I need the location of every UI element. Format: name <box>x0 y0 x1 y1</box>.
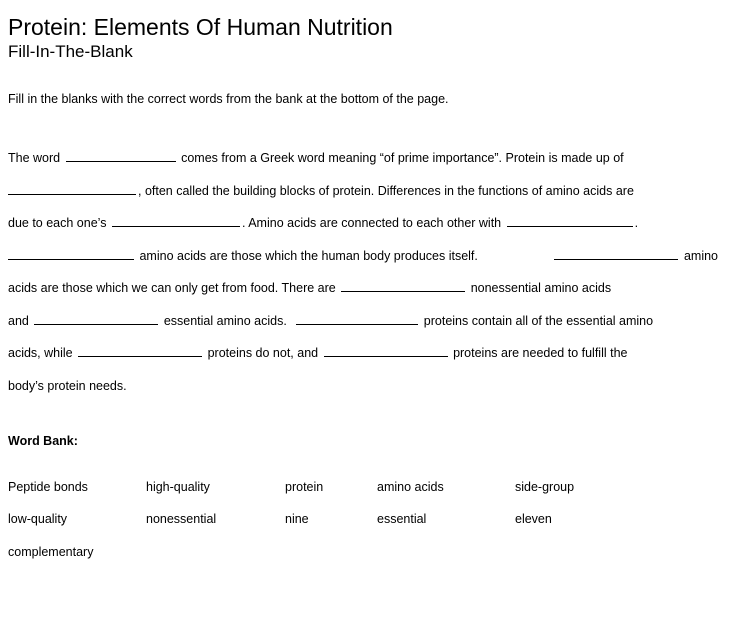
passage-line <box>8 278 718 311</box>
passage-text: . <box>634 216 639 230</box>
passage-text: comes from a Greek word meaning “of prime importance”. Protein is made up of <box>181 151 624 165</box>
answer-blank[interactable] <box>554 247 678 260</box>
answer-blank[interactable] <box>8 182 136 195</box>
passage-text: proteins are needed to fulfill the <box>453 346 628 360</box>
passage-line <box>8 181 718 214</box>
passage-text: body’s protein needs. <box>8 378 127 393</box>
passage-text: amino acids are those which the human body produces itself. <box>139 248 478 263</box>
passage-line <box>8 213 718 246</box>
answer-blank[interactable] <box>112 214 240 227</box>
word-bank-item: side-group <box>515 480 575 494</box>
answer-blank[interactable] <box>296 312 418 325</box>
passage-text: and <box>8 313 29 328</box>
word-bank-item: protein <box>285 480 324 494</box>
passage-text: . Amino acids are connected to each other with <box>241 216 502 230</box>
word-bank-item: amino acids <box>377 480 444 494</box>
fill-in-passage <box>8 148 718 408</box>
answer-blank[interactable] <box>8 247 134 260</box>
passage-line-end <box>552 246 718 266</box>
passage-text: amino <box>683 248 718 263</box>
answer-blank[interactable] <box>34 312 158 325</box>
page-subtitle: Fill-In-The-Blank <box>8 42 133 61</box>
passage-text: The word <box>8 151 61 165</box>
word-bank-item: high-quality <box>146 480 210 494</box>
passage-text: acids, while <box>8 346 73 360</box>
passage-text: nonessential amino acids <box>470 281 612 295</box>
page-title: Protein: Elements Of Human Nutrition <box>8 14 393 40</box>
word-bank-item: complementary <box>8 545 94 559</box>
passage-line <box>8 246 718 279</box>
word-bank-heading: Word Bank: <box>8 434 78 448</box>
passage-text: proteins do not, and <box>207 346 319 360</box>
word-bank-item: eleven <box>515 512 552 526</box>
passage-line <box>8 148 718 181</box>
answer-blank[interactable] <box>78 344 202 357</box>
answer-blank[interactable] <box>507 214 633 227</box>
passage-text: proteins contain all of the essential amino <box>423 313 654 328</box>
passage-text: , often called the building blocks of protein. Differences in the functions of amino acids are <box>138 183 634 198</box>
passage-line <box>8 311 718 344</box>
answer-blank[interactable] <box>66 149 176 162</box>
passage-text: essential amino acids. <box>163 313 287 328</box>
word-bank-item: Peptide bonds <box>8 480 88 494</box>
passage-line <box>8 376 718 409</box>
word-bank-item: essential <box>377 512 427 526</box>
word-bank-item: nine <box>285 512 309 526</box>
passage-text: due to each one’s <box>8 216 107 230</box>
word-bank-item: low-quality <box>8 512 68 526</box>
answer-blank[interactable] <box>341 279 465 292</box>
passage-text: acids are those which we can only get from food. There are <box>8 281 336 295</box>
word-bank-item: nonessential <box>146 512 217 526</box>
answer-blank[interactable] <box>324 344 448 357</box>
passage-line <box>8 343 718 376</box>
instructions-text: Fill in the blanks with the correct words from the bank at the bottom of the page. <box>8 92 449 106</box>
